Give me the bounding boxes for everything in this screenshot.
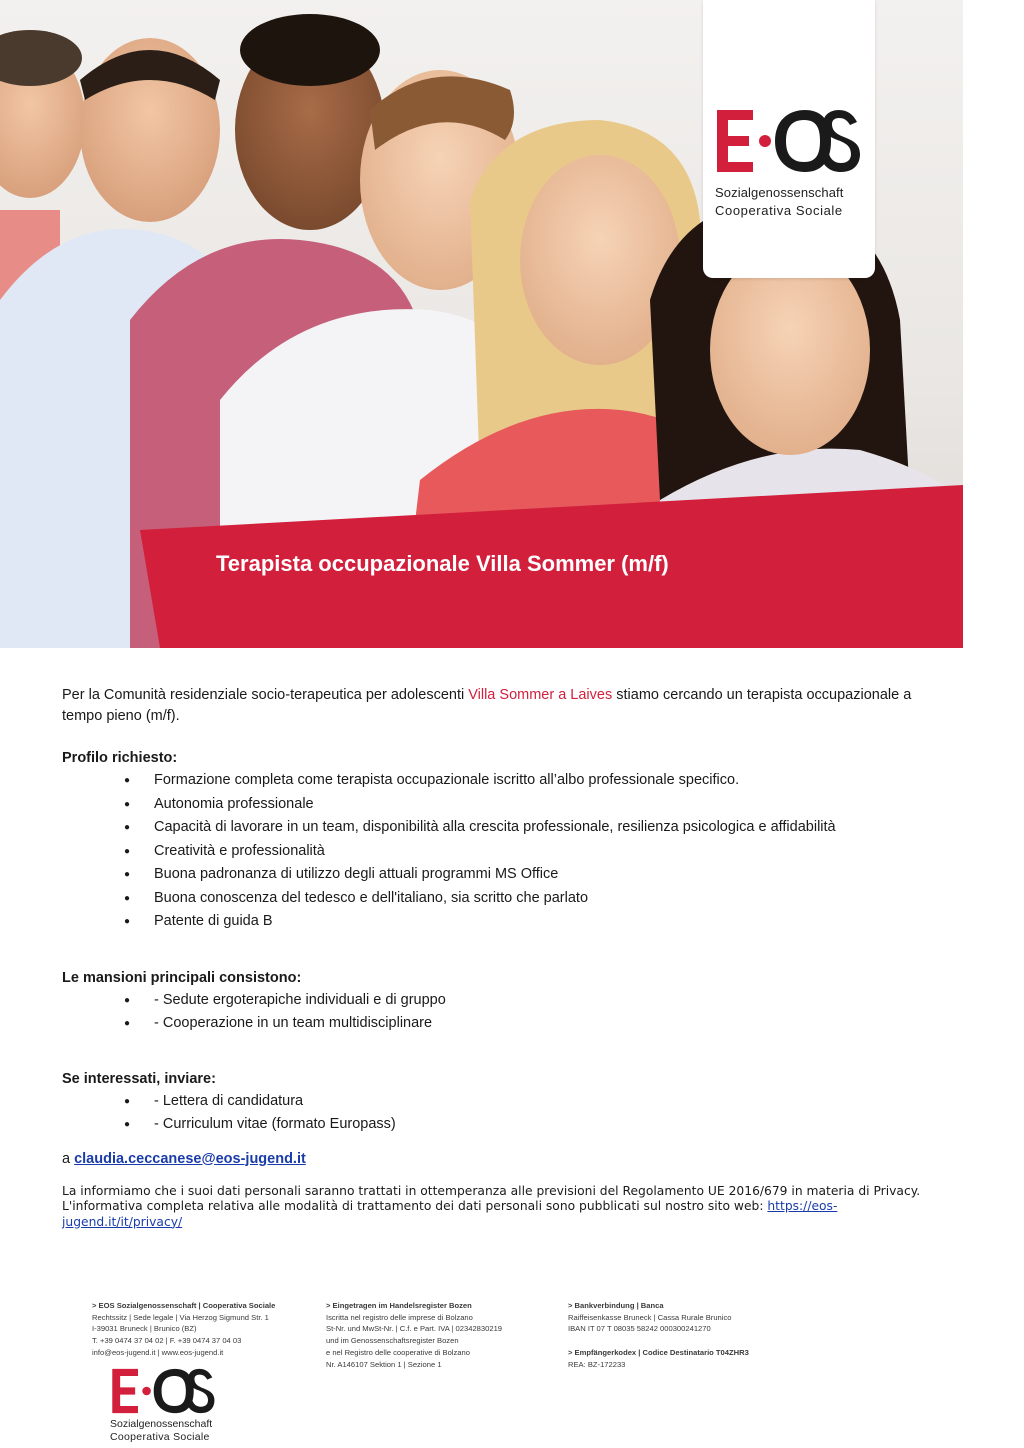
profile-list <box>62 769 942 934</box>
footer-line: Nr. A146107 Sektion 1 | Sezione 1 <box>326 1359 442 1369</box>
page-title: Terapista occupazionale Villa Sommer (m/f) <box>216 551 669 576</box>
footer-line: St-Nr. und MwSt-Nr. | C.f. e Part. IVA | 02342830219 <box>326 1324 503 1334</box>
list-item: ● - Sedute ergoterapiche individuali e di gruppo <box>62 989 942 1013</box>
footer-subtitle-it: Cooperativa Sociale <box>110 1431 210 1443</box>
list-item: ● Capacità di lavorare in un team, disponibilità alla crescita professionale, resilienza psicologica e affidabilità <box>62 816 942 840</box>
intro-location: Villa Sommer a Laives <box>468 687 613 703</box>
eos-logo <box>713 106 863 176</box>
footer-line: > Eingetragen im Handelsregister Bozen <box>326 1301 472 1310</box>
apply-title: Se interessati, inviare: <box>62 1070 216 1087</box>
footer-bank <box>568 1300 749 1371</box>
privacy-link[interactable]: https://eos-jugend.it/it/privacy/ <box>62 1199 838 1229</box>
list-item: ● Patente di guida B <box>62 910 942 934</box>
list-item: ● Buona padronanza di utilizzo degli attuali programmi MS Office <box>62 863 942 887</box>
footer-eos-logo <box>108 1366 218 1416</box>
list-item: ● Creatività e professionalità <box>62 840 942 864</box>
apply-contact <box>62 1149 942 1170</box>
brand-subtitle-de: Sozialgenossenschaft <box>715 185 844 200</box>
list-item: ● Formazione completa come terapista occupazionale iscritto all’albo professionale specifico. <box>62 769 942 793</box>
footer-line: I-39031 Bruneck | Brunico (BZ) <box>92 1324 197 1334</box>
profile-title: Profilo richiesto: <box>62 750 178 766</box>
footer-line: Rechtssitz | Sede legale | Via Herzog Sigmund Str. 1 <box>92 1312 269 1322</box>
footer-line: REA: BZ-172233 <box>568 1359 626 1369</box>
footer-line: Iscritta nel registro delle imprese di Bolzano <box>326 1312 473 1322</box>
privacy-text: La informiamo che i suoi dati personali saranno trattati in ottemperanza alle previsioni del Regolamento UE 2016/679 in materia di Privacy. L'informativa completa relativa alle modalità di trattamento dei dati personali sono pubblicati sul nostro sito web: <box>62 1183 921 1213</box>
list-item: ● Autonomia professionale <box>62 793 942 817</box>
footer-line: e nel Registro delle cooperative di Bolzano <box>326 1347 470 1357</box>
list-item: ● - Cooperazione in un team multidisciplinare <box>62 1012 942 1036</box>
logo-card <box>703 0 875 278</box>
apply-list <box>62 1090 942 1137</box>
intro-paragraph <box>62 685 942 727</box>
footer-subtitle-de: Sozialgenossenschaft <box>110 1418 213 1430</box>
list-item: ● Buona conoscenza del tedesco e dell'italiano, sia scritto che parlato <box>62 887 942 911</box>
list-item: ● - Curriculum vitae (formato Europass) <box>62 1113 942 1137</box>
apply-prefix: a <box>62 1150 75 1167</box>
privacy-notice <box>62 1184 942 1231</box>
email-link[interactable]: claudia.ceccanese@eos-jugend.it <box>74 1150 306 1167</box>
footer-company <box>92 1300 275 1359</box>
footer-line: Raiffeisenkasse Bruneck | Cassa Rurale Brunico <box>568 1312 732 1322</box>
footer-line: > EOS Sozialgenossenschaft | Cooperativa Sociale <box>92 1301 276 1310</box>
intro-text-end: stiamo cercando un terapista occupazionale a tempo pieno (m/f). <box>62 687 912 724</box>
footer-line: IBAN IT 07 T 08035 58242 000300241270 <box>568 1324 711 1334</box>
brand-subtitle-it: Cooperativa Sociale <box>715 203 843 218</box>
footer-line: info@eos-jugend.it | www.eos-jugend.it <box>92 1347 224 1357</box>
duties-list <box>62 989 942 1036</box>
footer-line: und im Genossenschaftsregister Bozen <box>326 1336 459 1346</box>
footer-line: > Empfängerkodex | Codice Destinatario T04ZHR3 <box>568 1348 749 1358</box>
list-item: ● - Lettera di candidatura <box>62 1090 942 1114</box>
footer-line: T. +39 0474 37 04 02 | F. +39 0474 37 04 03 <box>92 1336 242 1346</box>
footer-registry <box>326 1300 502 1370</box>
duties-title: Le mansioni principali consistono: <box>62 969 302 986</box>
job-description <box>62 685 942 1230</box>
intro-text: Per la Comunità residenziale socio-terapeutica per adolescenti <box>62 687 469 703</box>
footer-line: > Bankverbindung | Banca <box>568 1301 664 1310</box>
